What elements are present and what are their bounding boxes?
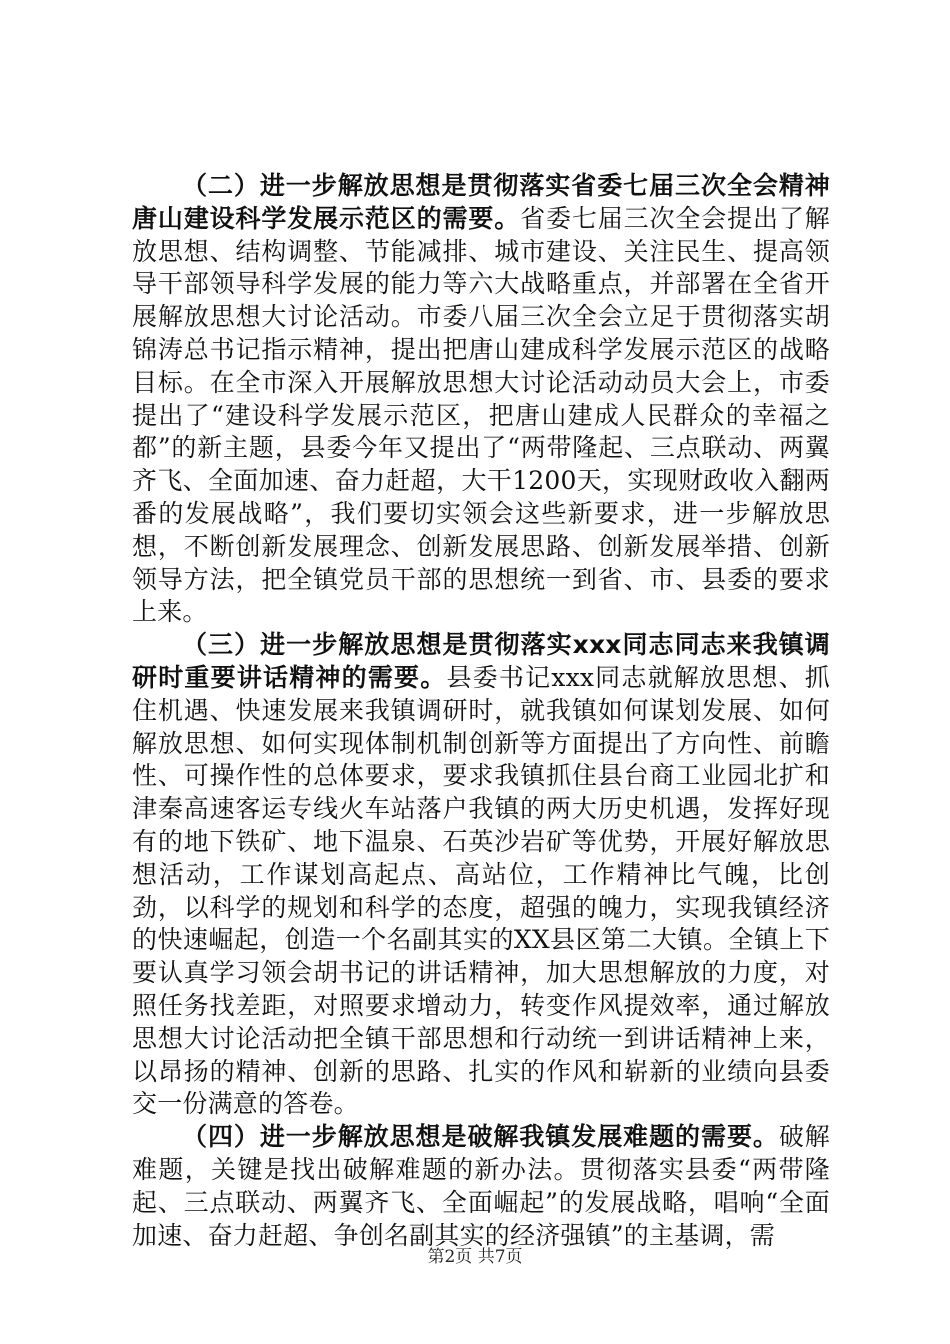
- page-footer: 第2页 共7页: [427, 1247, 523, 1267]
- paragraph-3-heading: （三）进一步解放思想是贯彻落实xxx同志同志来我镇调研时重要讲话精神的需要。: [132, 630, 830, 692]
- paragraph-3-text: 县委书记xxx同志就解放思想、抓住机遇、快速发展来我镇调研时，就我镇如何谋划发展、如何解放思想、如何实现体制机制创新等方面提出了方向性、前瞻性、可操作性的总体要求，要求我镇抓住县台商工业园北扩和津秦高速客运专线火车站落户我镇的两大历史机遇，发挥好现有的地下铁矿、地下温泉、石英沙岩矿等优势，开展好解放思想活动，工作谋划高起点、高站位，工作精神比气魄，比创劲，以科学的规划和科学的态度，超强的魄力，实现我镇经济的快速崛起，创造一个名副其实的XX县区第二大镇。全镇上下要认真学习领会胡书记的讲话精神，加大思想解放的力度，对照任务找差距，对照要求增动力，转变作风提效率，通过解放思想大讨论活动把全镇干部思想和行动统一到讲话精神上来，以昂扬的精神、创新的思路、扎实的作风和崭新的业绩向县委交一份满意的答卷。: [132, 662, 831, 1119]
- paragraph-4-heading: （四）进一步解放思想是破解我镇发展难题的需要。: [182, 1122, 779, 1152]
- paragraph-2: [132, 170, 830, 629]
- paragraph-4-text: 破解难题，关键是找出破解难题的新办法。贯彻落实县委“两带隆起、三点联动、两翼齐飞、全面崛起”的发展战略，唱响“全面加速、奋力赶超、争创名副其实的经济强镇”的主基调，需: [132, 1122, 830, 1250]
- paragraph-2-heading: （二）进一步解放思想是贯彻落实省委七届三次全会精神唐山建设科学发展示范区的需要。: [132, 171, 830, 233]
- document-body: [132, 170, 830, 1252]
- paragraph-3: [132, 629, 830, 1121]
- paragraph-4: [132, 1121, 830, 1252]
- paragraph-2-text: 省委七届三次全会提出了解放思想、结构调整、节能减排、城市建设、关注民生、提高领导干部领导科学发展的能力等六大战略重点，并部署在全省开展解放思想大讨论活动。市委八届三次全会立足于贯彻落实胡锦涛总书记指示精神，提出把唐山建成科学发展示范区的战略目标。在全市深入开展解放思想大讨论活动动员大会上，市委提出了“建设科学发展示范区，把唐山建成人民群众的幸福之都”的新主题，县委今年又提出了“两带隆起、三点联动、两翼齐飞、全面加速、奋力赶超，大干1200天，实现财政收入翻两番的发展战略”，我们要切实领会这些新要求，进一步解放思想，不断创新发展理念、创新发展思路、创新发展举措、创新领导方法，把全镇党员干部的思想统一到省、市、县委的要求上来。: [132, 203, 830, 627]
